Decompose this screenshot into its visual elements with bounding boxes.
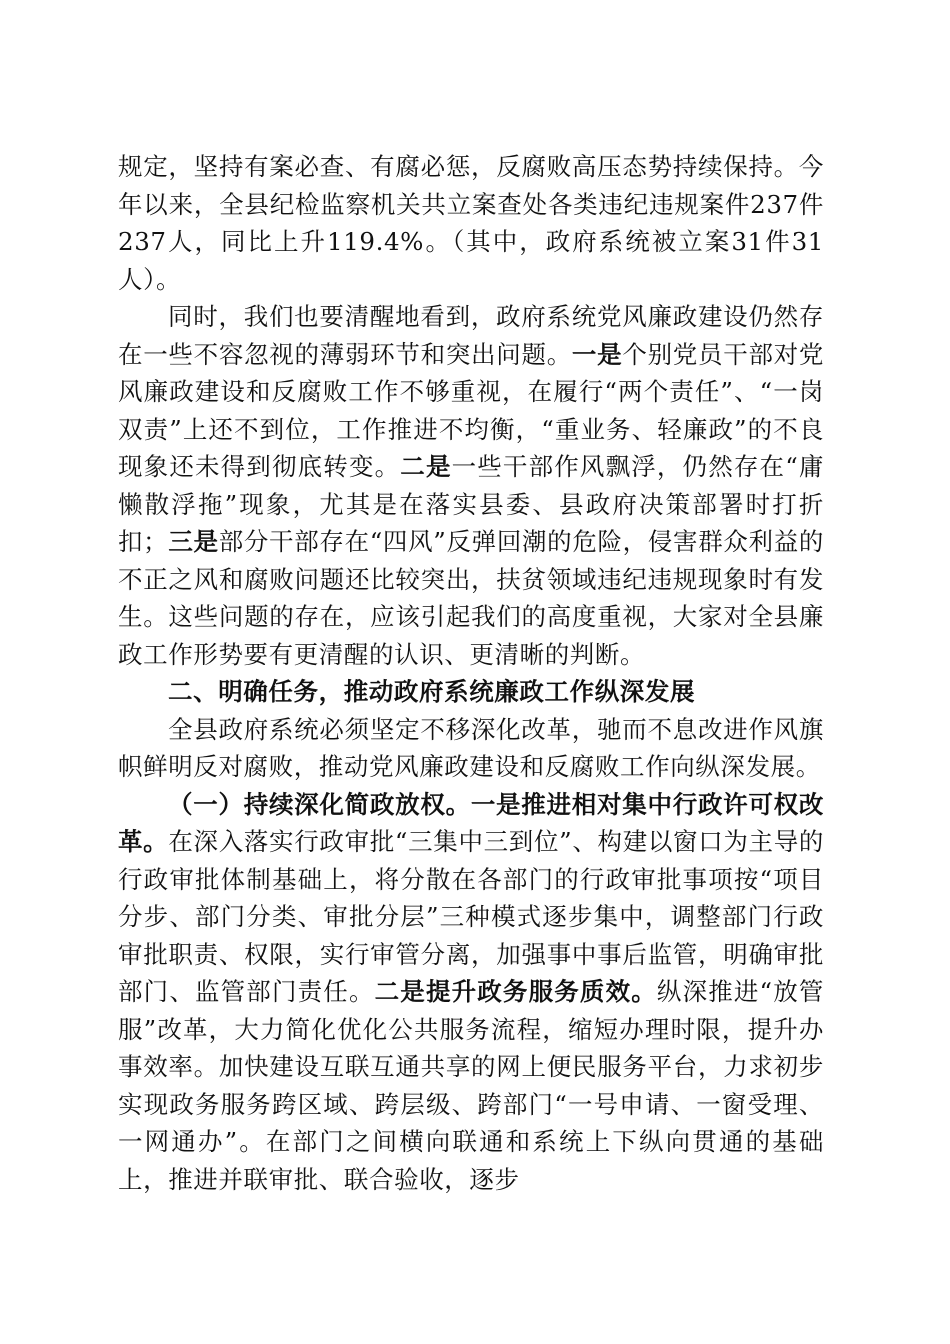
paragraph-text: 规定，坚持有案必查、有腐必惩，反腐败高压态势持续保持。今年以来，全县纪检监察机关共立案查处各类违纪违规案件237件237人，同比上升119.4%。（其中，政府系统被立案31件31人）。: [118, 152, 824, 294]
document-page: [118, 148, 824, 1198]
paragraph-simplify-administration: [118, 786, 824, 1199]
section-heading: 二、明确任务，推动政府系统廉政工作纵深发展: [168, 677, 696, 706]
paragraph-problems: [118, 298, 824, 673]
paragraph-text: 部分干部存在“四风”反弹回潮的危险，侵害群众利益的不正之风和腐败问题还比较突出，扶贫领域违纪违规现象时有发生。这些问题的存在，应该引起我们的高度重视，大家对全县廉政工作形势要有更清醒的认识、更清晰的判断。: [118, 527, 824, 669]
paragraph-text: 一些干部作风飘浮，仍然存在“庸懒散浮拖”现象，尤其是在落实县委、县政府决策部署时打折扣；: [118, 452, 824, 556]
paragraph-text: 个别党员干部对党风廉政建设和反腐败工作不够重视，在履行“两个责任”、“一岗双责”上还不到位，工作推进不均衡，“重业务、轻廉政”的不良现象还未得到彻底转变。: [118, 339, 824, 481]
paragraph-text: 在深入落实行政审批“三集中三到位”、构建以窗口为主导的行政审批体制基础上，将分散在各部门的行政审批事项按“项目分步、部门分类、审批分层”三种模式逐步集中，调整部门行政审批职责、权限，实行审管分离，加强事中事后监管，明确审批部门、监管部门责任。: [118, 827, 825, 1006]
bold-marker-third: 三是: [168, 527, 219, 556]
paragraph-text: 纵深推进“放管服”改革，大力简化优化公共服务流程，缩短办理时限，提升办事效率。加快建设互联互通共享的网上便民服务平台，力求初步实现政务服务跨区域、跨层级、跨部门“一号申请、一窗受理、一网通办”。在部门之间横向联通和系统上下纵向贯通的基础上，推进并联审批、联合验收，逐步: [118, 977, 824, 1194]
paragraph-text: 同时，我们也要清醒地看到，政府系统党风廉政建设仍然存在一些不容忽视的薄弱环节和突出问题。: [118, 302, 824, 369]
bold-marker-first: 一是: [571, 339, 623, 369]
bold-subheading: 二是提升政务服务质效。: [374, 977, 657, 1006]
bold-marker-second: 二是: [400, 452, 452, 481]
bold-subheading: （一）持续深化简政放权。一是推进相对集中行政许可权改革。: [118, 789, 824, 856]
paragraph-case-statistics: [118, 148, 824, 298]
paragraph-text: 全县政府系统必须坚定不移深化改革，驰而不息改进作风旗帜鲜明反对腐败，推动党风廉政建设和反腐败工作向纵深发展。: [118, 714, 824, 781]
paragraph-section-intro: [118, 711, 824, 786]
